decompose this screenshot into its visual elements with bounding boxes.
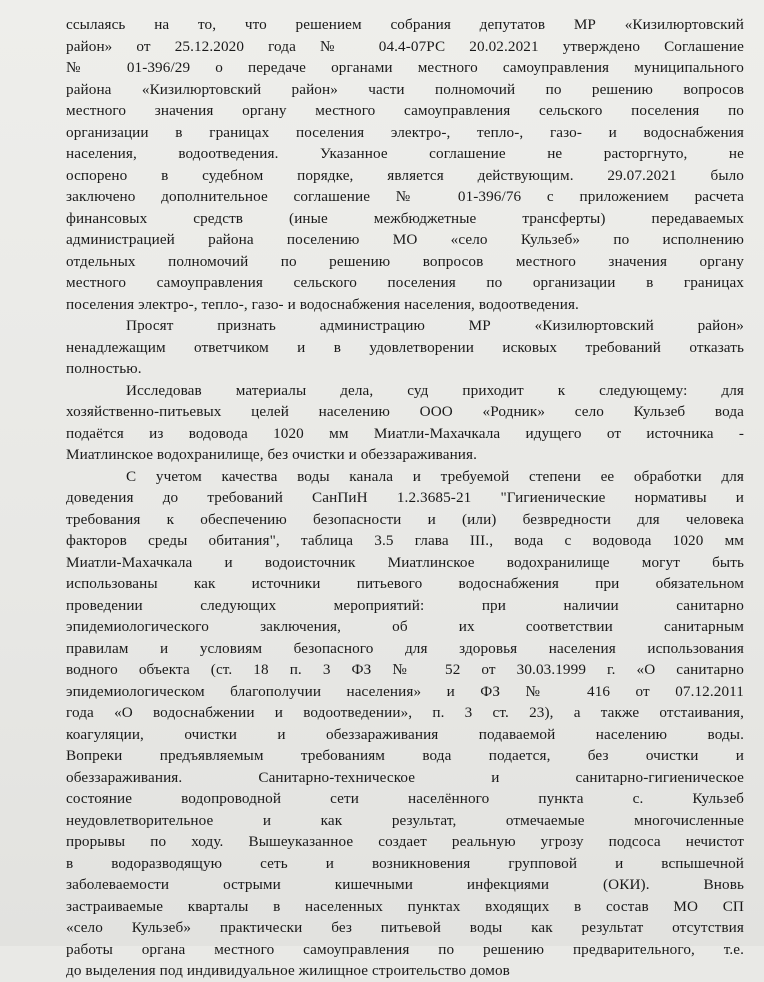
text-line: правилам и условиям безопасного для здоровья населения использования (66, 639, 744, 657)
text-line: местного значения органу местного самоуправления сельского поселения по (66, 102, 744, 119)
text-line: работы органа местного самоуправления по решению предварительного, т.е. (66, 940, 744, 958)
text-line: С учетом качества воды канала и требуемой степени ее обработки для (126, 467, 744, 485)
document-body (66, 14, 744, 982)
text-line: Миатлинское водохранилище, без очистки и обеззараживания. (66, 446, 478, 463)
text-line: «село Кульзеб» практически без питьевой воды как результат отсутствия (66, 919, 744, 936)
text-line: проведении следующих мероприятий: при наличии санитарно (66, 596, 744, 614)
text-line: года «О водоснабжении и водоотведении», п. 3 ст. 23), а также отстаивания, (66, 704, 744, 721)
text-line: эпидемиологическом благополучии населения» и ФЗ № 416 от 07.12.2011 (66, 682, 744, 700)
text-line: прорывы по ходу. Вышеуказанное создает реальную угрозу подсоса нечистот (66, 833, 744, 850)
paragraph (66, 14, 744, 315)
text-line: заключено дополнительное соглашение № 01-396/76 с приложением расчета (66, 188, 744, 205)
paragraph (66, 466, 744, 982)
text-line: ненадлежащим ответчиком и в удовлетворении исковых требований отказать (66, 338, 744, 356)
text-line: обеззараживания. Санитарно-техническое и санитарно-гигиеническое (66, 768, 744, 786)
text-line: финансовых средств (иные межбюджетные трансферты) передаваемых (66, 209, 744, 227)
text-line: населения, водоотведения. Указанное соглашение не расторгнуто, не (66, 145, 744, 162)
text-line: факторов среды обитания", таблица 3.5 глава III., вода с водовода 1020 мм (66, 532, 744, 549)
text-line: коагуляции, очистки и обеззараживания подаваемой населению воды. (66, 725, 744, 743)
text-line: застраиваемые кварталы в населенных пунктах входящих в состав МО СП (66, 897, 744, 915)
text-line: поселения электро-, тепло-, газо- и водоснабжения населения, водоотведения. (66, 295, 579, 313)
paragraph (66, 380, 744, 466)
text-line: местного самоуправления сельского поселения по организации в границах (66, 274, 744, 291)
text-line: оспорено в судебном порядке, является действующим. 29.07.2021 было (66, 166, 744, 184)
text-line: района «Кизилюртовский район» части полномочий по решению вопросов (66, 80, 744, 98)
text-line: № 01-396/29 о передаче органами местного самоуправления муниципального (66, 59, 744, 76)
text-line: район» от 25.12.2020 года № 04.4-07РС 20.02.2021 утверждено Соглашение (66, 37, 744, 55)
text-line: использованы как источники питьевого водоснабжения при обязательном (66, 575, 744, 592)
text-line: в водоразводящую сеть и возникновения групповой и вспышечной (66, 854, 744, 872)
text-line: до выделения под индивидуальное жилищное строительство домов (66, 962, 510, 979)
text-line: отдельных полномочий по решению вопросов местного значения органу (66, 252, 744, 270)
text-line: подаётся из водовода 1020 мм Миатли-Махачкала идущего от источника - (66, 424, 744, 442)
text-line: Вопреки предъявляемым требованиям вода подается, без очистки и (66, 747, 744, 764)
text-line: эпидемиологического заключения, об их соответствии санитарным (66, 618, 744, 635)
text-line: Миатли-Махачкала и водоисточник Миатлинское водохранилище могут быть (66, 553, 744, 571)
text-line: водного объекта (ст. 18 п. 3 ФЗ № 52 от 30.03.1999 г. «О санитарно (66, 661, 744, 678)
text-line: Просят признать администрацию МР «Кизилюртовский район» (126, 317, 744, 334)
text-line: состояние водопроводной сети населённого пункта с. Кульзеб (66, 790, 744, 807)
text-line: требования к обеспечению безопасности и (или) безвредности для человека (66, 510, 744, 528)
text-line: ссылаясь на то, что решением собрания депутатов МР «Кизилюртовский (66, 16, 744, 33)
paragraph (66, 315, 744, 380)
text-line: заболеваемости острыми кишечными инфекциями (ОКИ). Вновь (66, 876, 744, 893)
text-line: полностью. (66, 360, 142, 377)
text-line: доведения до требований СанПиН 1.2.3685-21 "Гигиенические нормативы и (66, 489, 744, 506)
text-line: администрацией района поселению МО «село Кульзеб» по исполнению (66, 231, 744, 248)
text-line: хозяйственно-питьевых целей населению ООО «Родник» село Кульзеб вода (66, 403, 744, 420)
text-line: организации в границах поселения электро-, тепло-, газо- и водоснабжения (66, 123, 744, 141)
text-line: Исследовав материалы дела, суд приходит к следующему: для (126, 381, 744, 399)
text-line: неудовлетворительное и как результат, отмечаемые многочисленные (66, 811, 744, 829)
